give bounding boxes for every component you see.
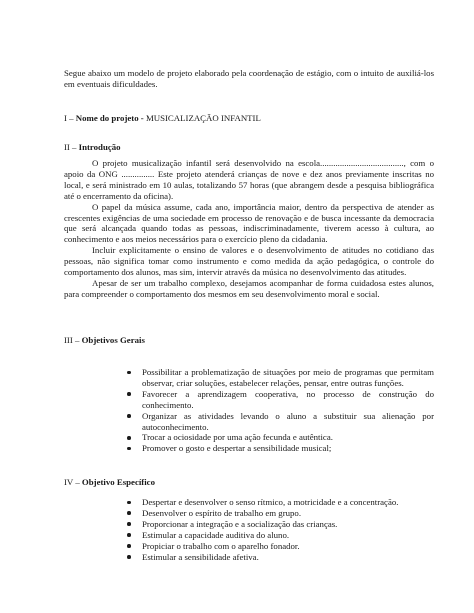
list-item bbox=[125, 367, 434, 389]
bullet-icon bbox=[127, 447, 131, 451]
list-item bbox=[125, 497, 434, 508]
list-item-text: Estimular a capacidade auditiva do aluno. bbox=[142, 529, 290, 540]
general-objectives-list bbox=[125, 367, 434, 454]
intro-paragraph: Segue abaixo um modelo de projeto elaborado pela coordenação de estágio, com o intuito de auxiliá-los em eventuais dificuldades. bbox=[64, 68, 434, 89]
specific-objectives-title: Objetivo Específico bbox=[81, 477, 155, 487]
bullet-icon bbox=[127, 392, 131, 396]
list-item-text: Proporcionar a integração e a socialização das crianças. bbox=[142, 518, 338, 529]
introduction-paragraph: O projeto musicalização infantil será desenvolvido na escola......................................, com o apoio da ONG ............... Este projeto atenderá crianças de nove e dez anos previamente inscritas no local, e será ministrado em 10 aulas, totalizando 57 horas (que abrangem desde a pesquisa bibliográfica até o encerramento da oficina). bbox=[64, 158, 434, 201]
bullet-icon bbox=[127, 414, 131, 418]
list-item bbox=[125, 443, 434, 454]
list-item-text: Estimular a sensibilidade afetiva. bbox=[142, 551, 259, 562]
introduction-title: Introdução bbox=[78, 142, 121, 152]
list-item-text: Despertar e desenvolver o senso rítmico, a motricidade e a concentração. bbox=[142, 497, 399, 507]
specific-objectives-list bbox=[125, 497, 434, 562]
list-item bbox=[125, 552, 434, 563]
list-item-text: Propiciar o trabalho com o aparelho fonador. bbox=[142, 540, 300, 551]
list-item-text: Possibilitar a problematização de situações por meio de programas que permitam observar, criar soluções, estabelecer relações, pensar, entre outras funções. bbox=[142, 367, 434, 388]
general-objectives-title: Objetivos Gerais bbox=[81, 335, 145, 345]
list-item-text: Trocar a ociosidade por uma ação fecunda e autêntica. bbox=[142, 432, 333, 443]
list-item-text: Organizar as atividades levando o aluno a substituir sua alienação por autoconhecimento. bbox=[142, 410, 434, 432]
bullet-icon bbox=[127, 371, 131, 375]
bullet-icon bbox=[127, 533, 131, 537]
bullet-icon bbox=[127, 544, 131, 548]
general-objectives-prefix: III – bbox=[64, 335, 82, 345]
bullet-icon bbox=[127, 511, 131, 515]
project-name-label: Nome do projeto - bbox=[75, 113, 146, 123]
project-name-prefix: I – bbox=[64, 113, 76, 123]
general-objectives-heading bbox=[64, 335, 434, 346]
introduction-paragraph: O papel da música assume, cada ano, importância maior, dentro da perspectiva de atender as crescentes exigências de uma sociedade em processo de renovação e de busca incessante da democracia que será alcançada quando todas as pessoas, indiscriminadamente, tiverem acesso à cultura, ao conhecimento e aos meios necessários para o exercício pleno da cidadania. bbox=[64, 201, 434, 245]
bullet-icon bbox=[127, 436, 131, 440]
list-item bbox=[125, 508, 434, 519]
project-name-heading bbox=[64, 113, 434, 124]
specific-objectives-prefix: IV – bbox=[64, 477, 82, 487]
project-name-value: MUSICALIZAÇÃO INFANTIL bbox=[145, 113, 261, 123]
bullet-icon bbox=[127, 501, 131, 505]
bullet-icon bbox=[127, 522, 131, 526]
list-item bbox=[125, 530, 434, 541]
list-item bbox=[125, 432, 434, 443]
list-item-text: Desenvolver o espírito de trabalho em grupo. bbox=[142, 507, 302, 518]
introduction-heading bbox=[64, 142, 434, 153]
list-item bbox=[125, 541, 434, 552]
bullet-icon bbox=[127, 555, 131, 559]
list-item-text: Promover o gosto e despertar a sensibilidade musical; bbox=[142, 443, 332, 454]
list-item-text: Favorecer a aprendizagem cooperativa, no processo de construção do conhecimento. bbox=[142, 388, 434, 410]
list-item bbox=[125, 389, 434, 411]
introduction-body bbox=[64, 158, 434, 300]
introduction-prefix: II – bbox=[64, 142, 79, 152]
specific-objectives-heading bbox=[64, 477, 434, 488]
list-item bbox=[125, 519, 434, 530]
introduction-paragraph: Incluir explicitamente o ensino de valores e o desenvolvimento de atitudes no cotidiano das pessoas, não significa tomar como instrumento e como medida da ação pedagógica, o controle do comportamento dos alunos, mas sim, intervir através da música no desenvolvimento das atitudes. bbox=[64, 245, 434, 278]
list-item bbox=[125, 411, 434, 433]
introduction-paragraph: Apesar de ser um trabalho complexo, desejamos acompanhar de forma cuidadosa estes alunos, para compreender o comportamento dos mesmos em seu desenvolvimento moral e social. bbox=[64, 277, 434, 299]
